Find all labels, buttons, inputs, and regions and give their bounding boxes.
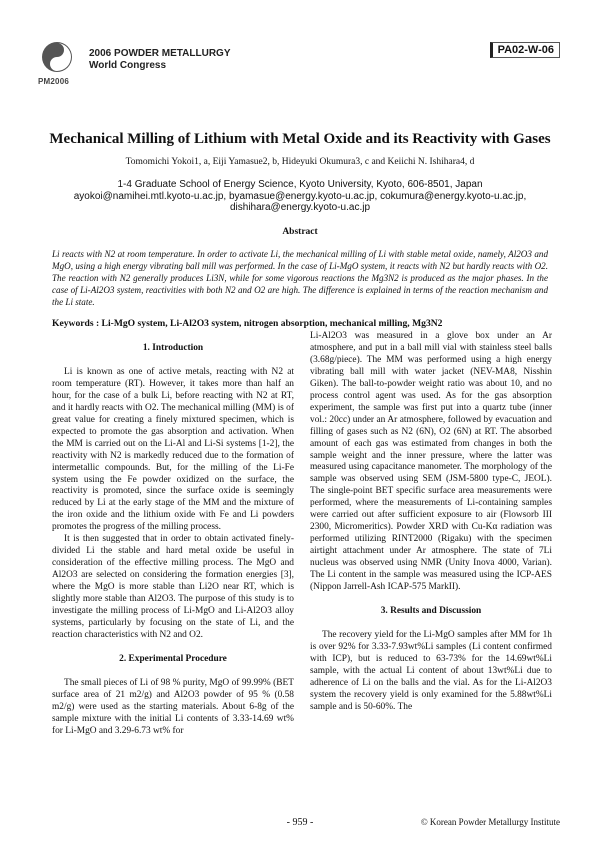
logo-text: PM2006 [38, 77, 69, 86]
experimental-heading: 2. Experimental Procedure [119, 653, 227, 664]
keywords: Keywords : Li-MgO system, Li-Al2O3 system, nitrogen absorption, mechanical milling, Mg3N2 [52, 318, 443, 329]
affiliation-line1: 1-4 Graduate School of Energy Science, Kyoto University, Kyoto, 606-8501, Japan [117, 179, 483, 190]
left-column [52, 331, 294, 738]
abstract-heading: Abstract [282, 227, 318, 237]
affiliation-line2: ayokoi@namihei.mtl.kyoto-u.ac.jp, byamasue@energy.kyoto-u.ac.jp, cokumura@energy.kyoto-u.ac.jp, [73, 190, 527, 202]
paper-title: Mechanical Milling of Lithium with Metal Oxide and its Reactivity with Gases [49, 131, 551, 147]
introduction-heading: 1. Introduction [142, 343, 204, 353]
introduction-paragraph-1: Li is known as one of active metals, reacting with N2 at room temperature (RT). However, it takes more than half an hour, for the case of a bulk Li, before reacting with N2 at RT, and it hardly reacts with O2. The mechanical milling (MM) is of great value for creating a finely mixtured specimen, which is expected to promote the gas absorption and activation. When the MM is carried out on the Li-Al and Li-Si systems [1-2], the reactivity with N2 is markedly reduced due to the formation of intermetallic compounds. But, for the milling of the Li-Fe system using the Fe powder oxidized on the surface, the reactivity is promoted, since the surface oxide is seemingly reduced by Li at the early stage of the MM and the mixture of the iron oxide and the lithium oxide with Fe and Li powders promotes the progress of the milling process. [52, 366, 294, 533]
results-paragraph-1: The recovery yield for the Li-MgO samples after MM for 1h is over 92% for 3.33-7.93wt%Li samples (Li content confirmed with ICP), but is reduced to 63-73% for the 14.69wt%Li sample, with the actual Li content of about 13wt%Li due to adherence of Li on the balls and the vial. As for the Li-Al2O3 system the recovery yield is only examined for the 5.88wt%Li sample and is 50-60%. The [310, 629, 552, 712]
affiliations [0, 179, 600, 214]
conference-line2: World Congress [89, 60, 167, 71]
authors: Tomomichi Yokoi1, a, Eiji Yamasue2, b, Hideyuki Okumura3, c and Keiichi N. Ishihara4, d [125, 157, 475, 167]
conference-name [89, 48, 231, 72]
experimental-paragraph-1: The small pieces of Li of 98 % purity, MgO of 99.99% (BET surface area of 21 m2/g) and Al2O3 powder of 95 % (0.58 m2/g) were used as the starting materials. About 6-8g of the sample mixture with the initial Li contents of 3.33-14.69 wt% for Li-MgO and 3.29-6.73 wt% for [52, 677, 294, 736]
copyright: © Korean Powder Metallurgy Institute [420, 817, 560, 827]
experimental-paragraph-2: Li-Al2O3 was measured in a glove box under an Ar atmosphere, and put in a ball mill vial with stainless steel balls (3.68g/piece). The MM was performed using a high energy vibrating ball mill with water jacket (NEV-MA8, Nisshin Giken). The ball-to-powder weight ratio was about 10, and no process control agent was used. As for the gas absorption experiment, the sample was first put into a quartz tube (inner vol.: 20cc) under an Ar atmosphere, followed by evacuation and filling of gases such as N2 (6N), O2 (6N) at RT. The absorbed amount of each gas was estimated from changes in both the sample weight and the inner pressure, where the latter was measured using capacitance manometer. The morphology of the sample was observed using SEM (JSM-5800 type-C, JEOL). The single-point BET specific surface area measurements were performed, where the measurements of Li-containing samples were carried out after sufficient exposure to air (Flowsorb III 2300, Micromeritics). Powder XRD with Cu-Kα radiation was performed utilizing RINT2000 (Rigaku) with the specimen airtight attachment under Ar atmosphere. The state of 7Li nucleus was observed using NMR (Unity Inova 4000, Varian). The Li content in the sample was measured using the ICP-AES (Nippon Jarrell-Ash ICAP-575 MarkII). [310, 331, 552, 593]
paper-code: PA02-W-06 [490, 42, 560, 58]
abstract-text: Li reacts with N2 at room temperature. In order to activate Li, the mechanical milling of Li with stable metal oxide, namely, Al2O3 and MgO, using a high energy vibrating ball mill was performed. In the case of Li-MgO system, it reacts with N2 but hardly reacts with O2. The reaction with N2 generally produces Li3N, while for some vigorous reactions the Mg3N2 is produced as the major phases. In the case of Li-Al2O3 system, reactivities with both N2 and O2 are high. The difference is explained in terms of the reaction mechanism and the Li state. [52, 249, 548, 307]
introduction-paragraph-2: It is then suggested that in order to obtain activated finely-divided Li the stable and hard metal oxide be useful in consideration of the effective milling process. The MgO and Al2O3 are selected on considering the formation energies [3], where the MgO is more stable than Li2O near RT, which is slightly more stable than Al2O3. The purpose of this study is to investigate the milling process of Li-MgO and Li-Al2O3 alloy systems, particularly by focusing on the state of Li, and the reaction characteristics with N2 and O2. [52, 534, 294, 640]
conference-line1: 2006 POWDER METALLURGY [89, 48, 231, 59]
results-heading: 3. Results and Discussion [380, 605, 482, 616]
affiliation-line3: dishihara@energy.kyoto-u.ac.jp [229, 202, 371, 213]
right-column [310, 331, 552, 714]
page-number: - 959 - [286, 817, 314, 828]
pm2006-logo-icon [40, 40, 74, 74]
